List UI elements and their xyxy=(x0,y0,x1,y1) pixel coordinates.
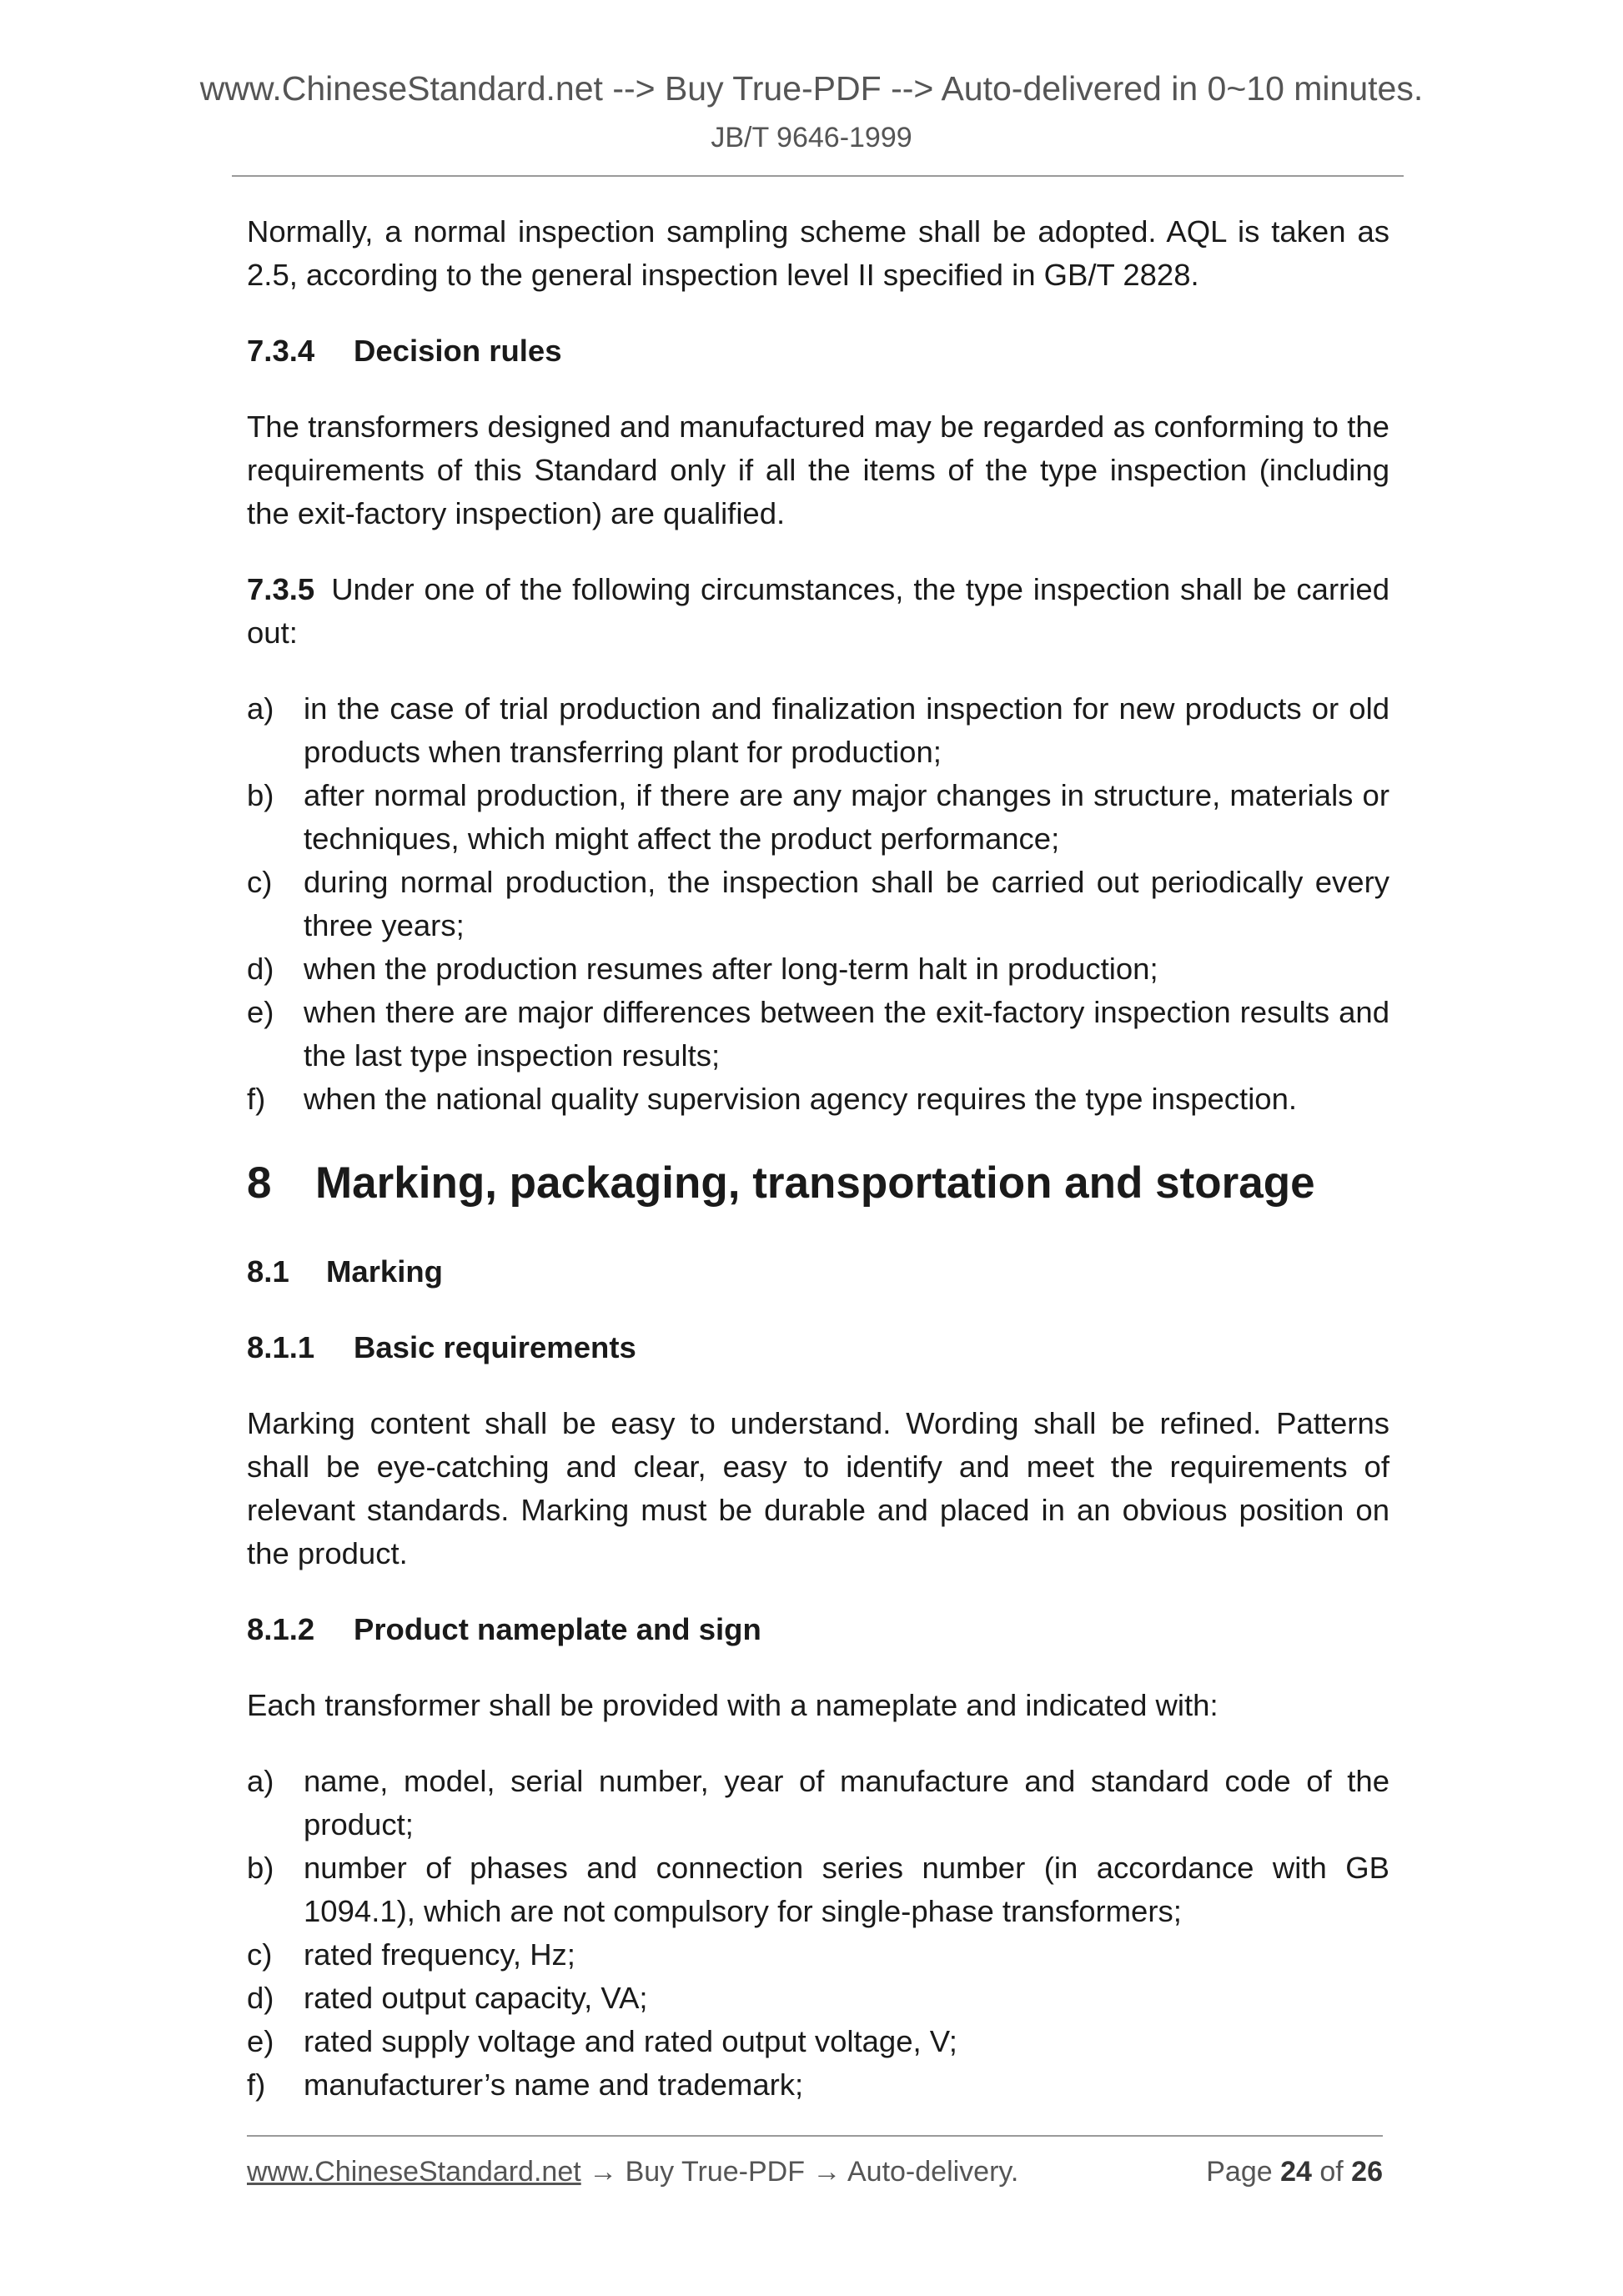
page-current: 24 xyxy=(1280,2156,1312,2188)
page-of: of xyxy=(1311,2156,1352,2188)
list-item xyxy=(247,687,1389,774)
section-title: Marking, packaging, transportation and storage xyxy=(315,1158,1315,1208)
list-marker: e) xyxy=(247,995,274,1029)
clause-title: Decision rules xyxy=(354,334,562,368)
list-item xyxy=(247,1933,1389,1977)
clause-number: 7.3.5 xyxy=(247,572,315,606)
clause-title: Marking xyxy=(326,1254,443,1289)
nameplate-items-list xyxy=(247,1760,1389,2107)
header-banner: www.ChineseStandard.net --> Buy True-PDF --> Auto-delivered in 0~10 minutes. xyxy=(199,69,1424,108)
decision-rules-paragraph: The transformers designed and manufactured may be regarded as conforming to the requirements of this Standard only if all the items of the type inspection (including the exit-factory inspection) are qualified. xyxy=(247,409,1389,530)
list-item-text: number of phases and connection series number (in accordance with GB 1094.1), which are not compulsory for single-phase transformers; xyxy=(304,1851,1389,1928)
footer-tagline: → Buy True-PDF → Auto-delivery. xyxy=(580,2156,1019,2188)
footer-site-link[interactable]: www.ChineseStandard.net xyxy=(247,2156,581,2188)
section-heading-8 xyxy=(247,1153,1389,1213)
list-marker: d) xyxy=(247,952,274,986)
list-item-text: in the case of trial production and finalization inspection for new products or old products when transferring plant for production; xyxy=(304,691,1389,769)
section-number: 8 xyxy=(247,1158,272,1208)
clause-text: Under one of the following circumstances, the type inspection shall be carried out: xyxy=(247,572,1389,650)
nameplate-intro: Each transformer shall be provided with a nameplate and indicated with: xyxy=(247,1688,1219,1722)
list-marker: a) xyxy=(247,691,274,726)
list-marker: f) xyxy=(247,1082,266,1116)
list-marker: b) xyxy=(247,778,274,812)
clause-heading-8-1-1 xyxy=(247,1326,1389,1369)
circumstances-list xyxy=(247,687,1389,1121)
list-item-text: when the national quality supervision agency requires the type inspection. xyxy=(304,1082,1298,1116)
list-item xyxy=(247,1846,1389,1933)
list-item-text: rated output capacity, VA; xyxy=(304,1981,648,2015)
list-marker: a) xyxy=(247,1764,274,1798)
intro-paragraph: Normally, a normal inspection sampling scheme shall be adopted. AQL is taken as 2.5, according to the general inspection level II specified in GB/T 2828. xyxy=(247,214,1389,292)
list-marker: e) xyxy=(247,2024,274,2058)
list-marker: b) xyxy=(247,1851,274,1885)
list-item xyxy=(247,861,1389,947)
list-item-text: when there are major differences between the exit-factory inspection results and the last type inspection results; xyxy=(304,995,1389,1073)
standard-code: JB/T 9646-1999 xyxy=(711,122,912,153)
clause-number: 7.3.4 xyxy=(247,334,315,368)
list-marker: f) xyxy=(247,2067,266,2102)
clause-number: 8.1 xyxy=(247,1254,289,1289)
list-item xyxy=(247,1078,1389,1121)
basic-requirements-paragraph: Marking content shall be easy to understand. Wording shall be refined. Patterns shall be eye-catching and clear, easy to identify and meet the requirements of relevant standards. Marking must be durable and placed in an obvious position on the product. xyxy=(247,1406,1389,1570)
list-item-text: rated frequency, Hz; xyxy=(304,1937,575,1972)
list-item xyxy=(247,2063,1389,2107)
list-item-text: rated supply voltage and rated output voltage, V; xyxy=(304,2024,957,2058)
clause-heading-8-1 xyxy=(247,1250,1389,1294)
footer-divider xyxy=(247,2135,1383,2137)
clause-heading-7-3-4 xyxy=(247,329,1389,373)
list-item xyxy=(247,2020,1389,2063)
list-item xyxy=(247,1760,1389,1846)
list-item xyxy=(247,774,1389,861)
list-item-text: during normal production, the inspection shall be carried out periodically every three years; xyxy=(304,865,1389,942)
clause-number: 8.1.1 xyxy=(247,1330,315,1364)
list-item xyxy=(247,947,1389,991)
page-body xyxy=(247,210,1389,2139)
list-marker: d) xyxy=(247,1981,274,2015)
clause-7-3-5 xyxy=(247,568,1389,655)
list-item xyxy=(247,991,1389,1078)
clause-title: Basic requirements xyxy=(354,1330,636,1364)
page-label: Page xyxy=(1206,2156,1281,2188)
list-item-text: name, model, serial number, year of manufacture and standard code of the product; xyxy=(304,1764,1389,1841)
clause-heading-8-1-2 xyxy=(247,1608,1389,1651)
page-indicator xyxy=(1206,2152,1383,2192)
clause-title: Product nameplate and sign xyxy=(354,1612,761,1646)
list-marker: c) xyxy=(247,865,273,899)
page-total: 26 xyxy=(1351,2156,1383,2188)
list-item-text: manufacturer’s name and trademark; xyxy=(304,2067,804,2102)
list-marker: c) xyxy=(247,1937,273,1972)
list-item xyxy=(247,1977,1389,2020)
clause-number: 8.1.2 xyxy=(247,1612,315,1646)
list-item-text: after normal production, if there are any major changes in structure, materials or techniques, which might affect the product performance; xyxy=(304,778,1389,856)
header-divider xyxy=(232,175,1404,177)
list-item-text: when the production resumes after long-term halt in production; xyxy=(304,952,1158,986)
footer xyxy=(247,2152,1383,2192)
